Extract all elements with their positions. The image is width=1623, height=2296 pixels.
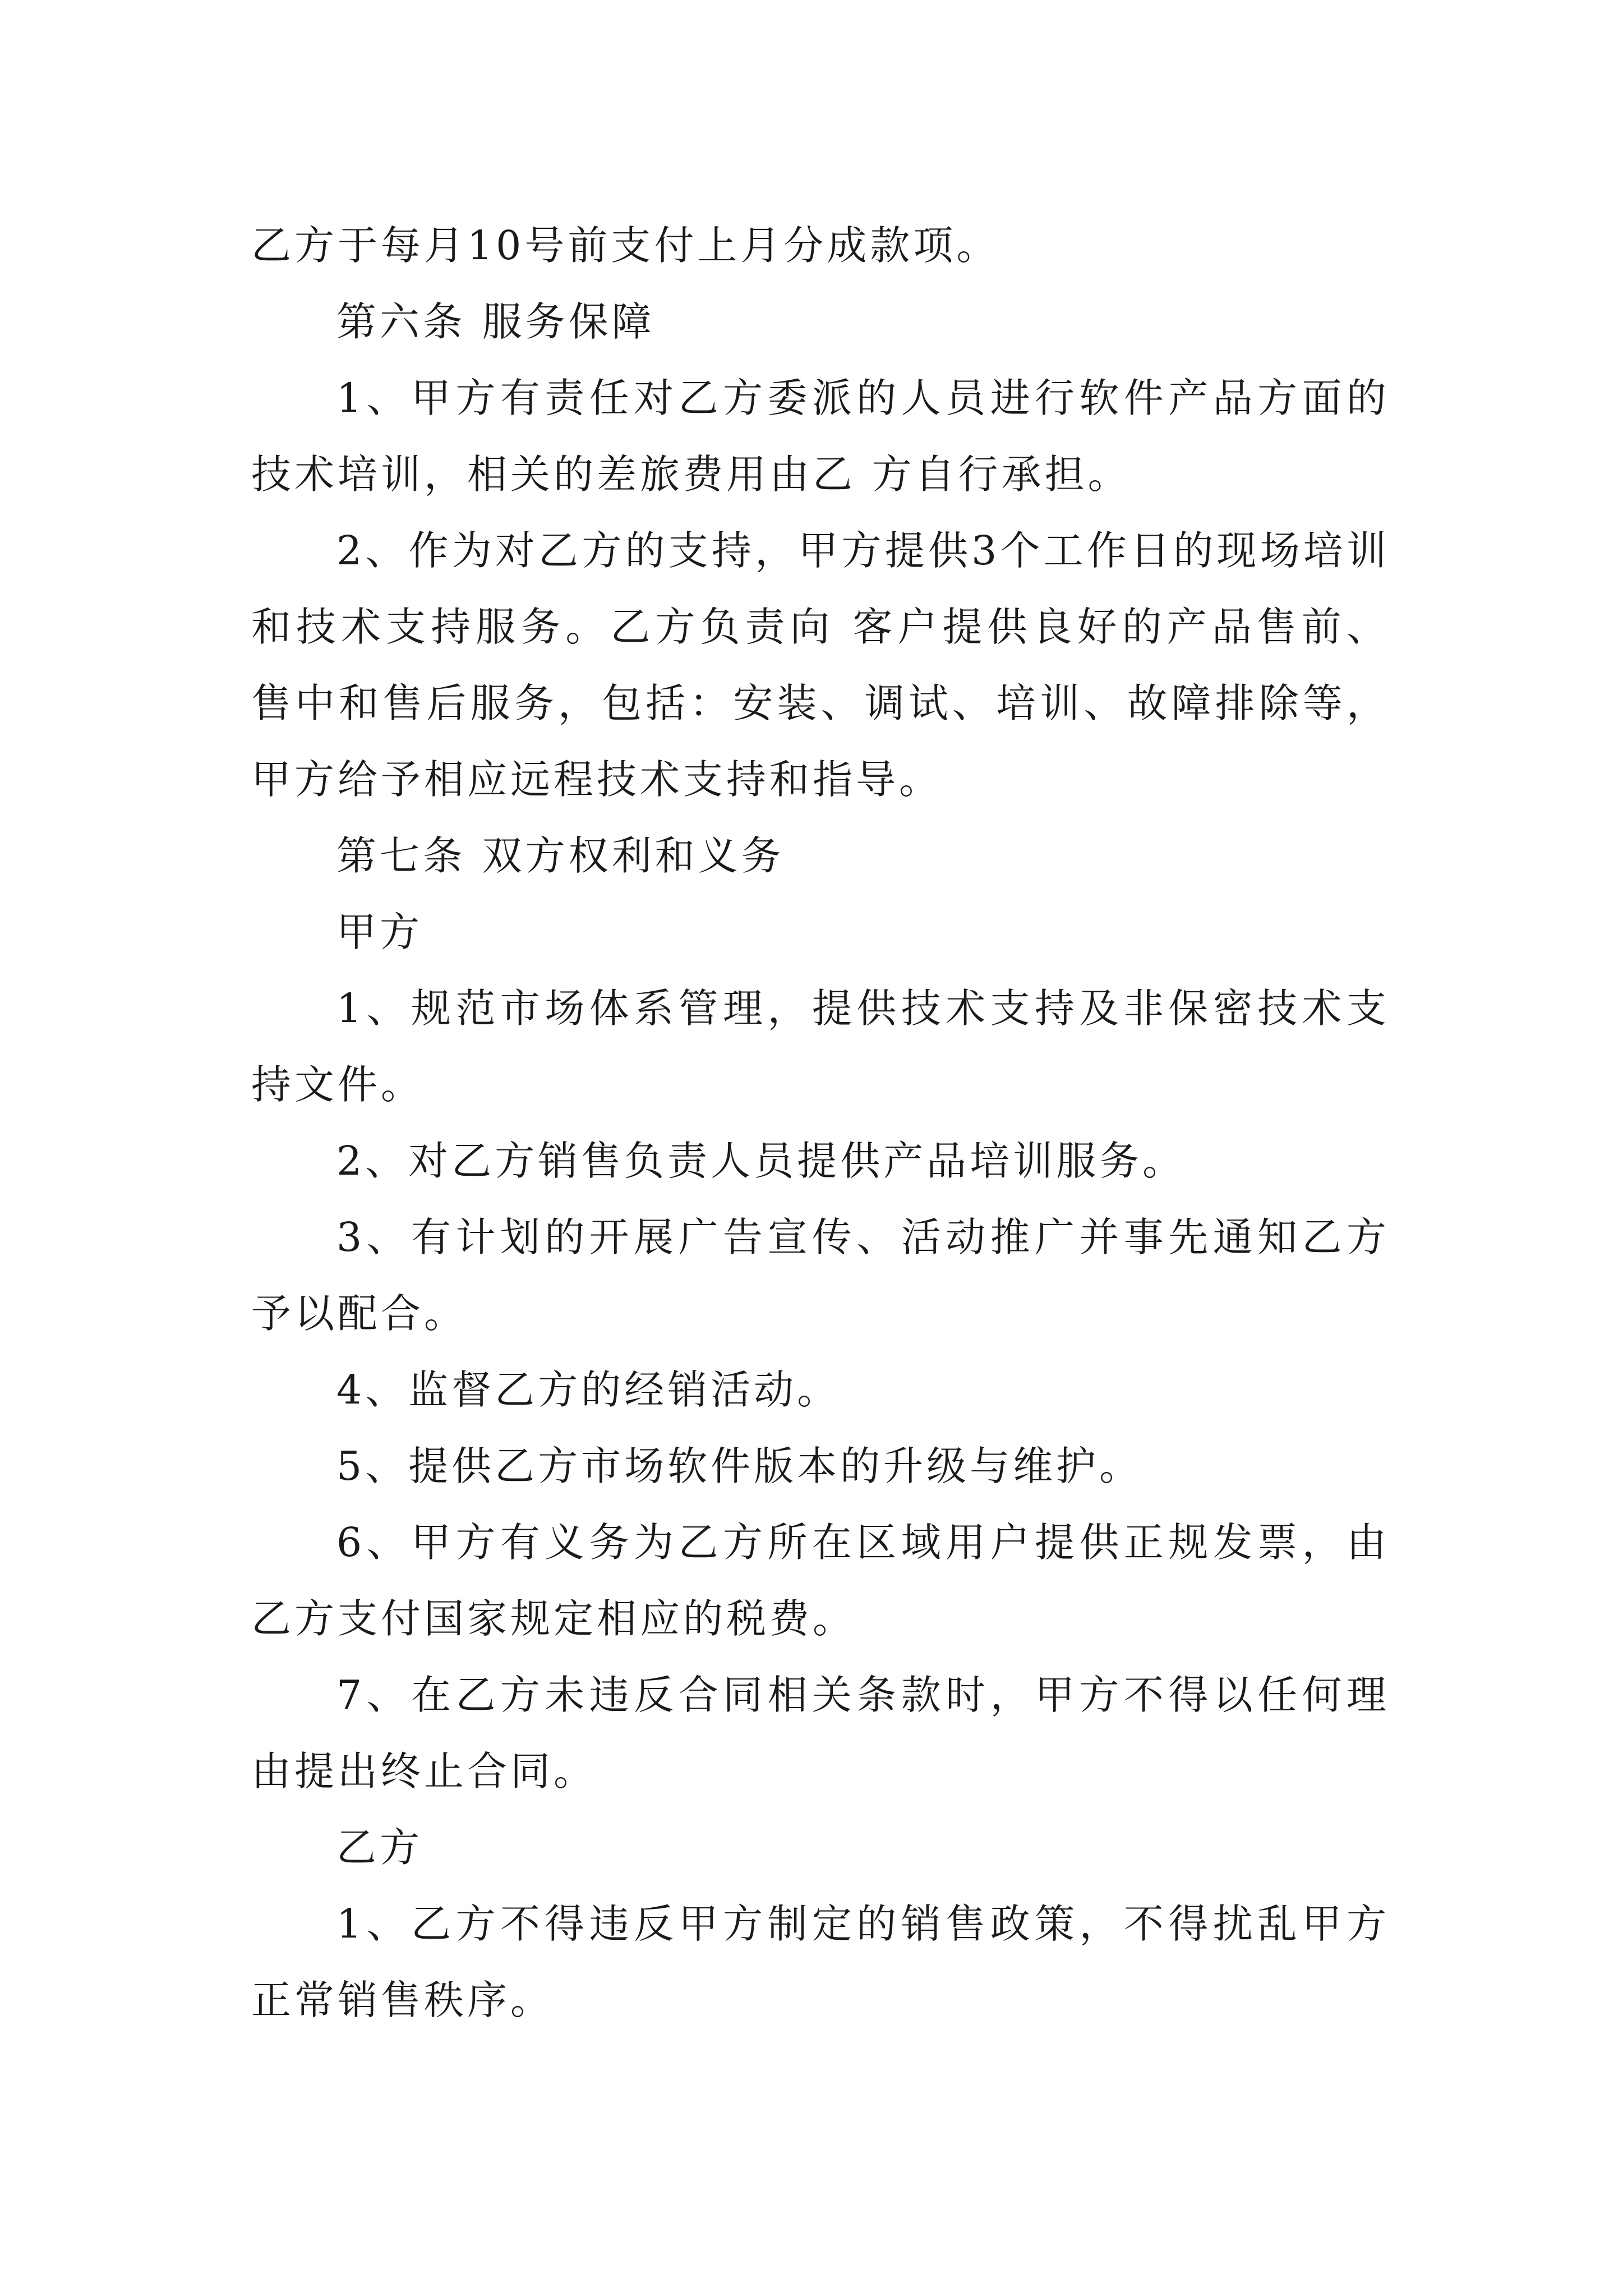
party-a-clause-4: 4、监督乙方的经销活动。 (336, 1366, 841, 1413)
party-a-clause-1: 1、规范市场体系管理，提供技术支持及非保密技术支持文件。 (251, 985, 1390, 1108)
article-6-heading: 第六条 服务保障 (336, 298, 655, 345)
party-a-clause-7: 7、在乙方未违反合同相关条款时，甲方不得以任何理由提出终止合同。 (251, 1672, 1390, 1795)
article-7-heading: 第七条 双方权利和义务 (336, 832, 785, 879)
party-a-clause-2: 2、对乙方销售负责人员提供产品培训服务。 (336, 1138, 1186, 1184)
party-b-heading: 乙方 (336, 1824, 423, 1871)
party-a-clause-3: 3、有计划的开展广告宣传、活动推广并事先通知乙方予以配合。 (251, 1214, 1390, 1337)
document-body (251, 208, 1390, 2039)
party-a-heading: 甲方 (336, 909, 423, 955)
party-a-clause-6: 6、甲方有义务为乙方所在区域用户提供正规发票，由乙方支付国家规定相应的税费。 (251, 1519, 1390, 1642)
party-a-clause-5: 5、提供乙方市场软件版本的升级与维护。 (336, 1443, 1143, 1489)
party-b-clause-1: 1、乙方不得违反甲方制定的销售政策，不得扰乱甲方正常销售秩序。 (251, 1901, 1390, 2023)
article-6-clause-1: 1、甲方有责任对乙方委派的人员进行软件产品方面的技术培训，相关的差旅费用由乙 方自行承担。 (251, 375, 1390, 498)
paragraph-payment-schedule: 乙方于每月10号前支付上月分成款项。 (251, 222, 1000, 269)
article-6-clause-2: 2、作为对乙方的支持，甲方提供3个工作日的现场培训和技术支持服务。乙方负责向 客户提供良好的产品售前、售中和售后服务，包括：安装、调试、培训、故障排除等，甲方给予相应远程技术支持和指导。 (251, 527, 1390, 803)
